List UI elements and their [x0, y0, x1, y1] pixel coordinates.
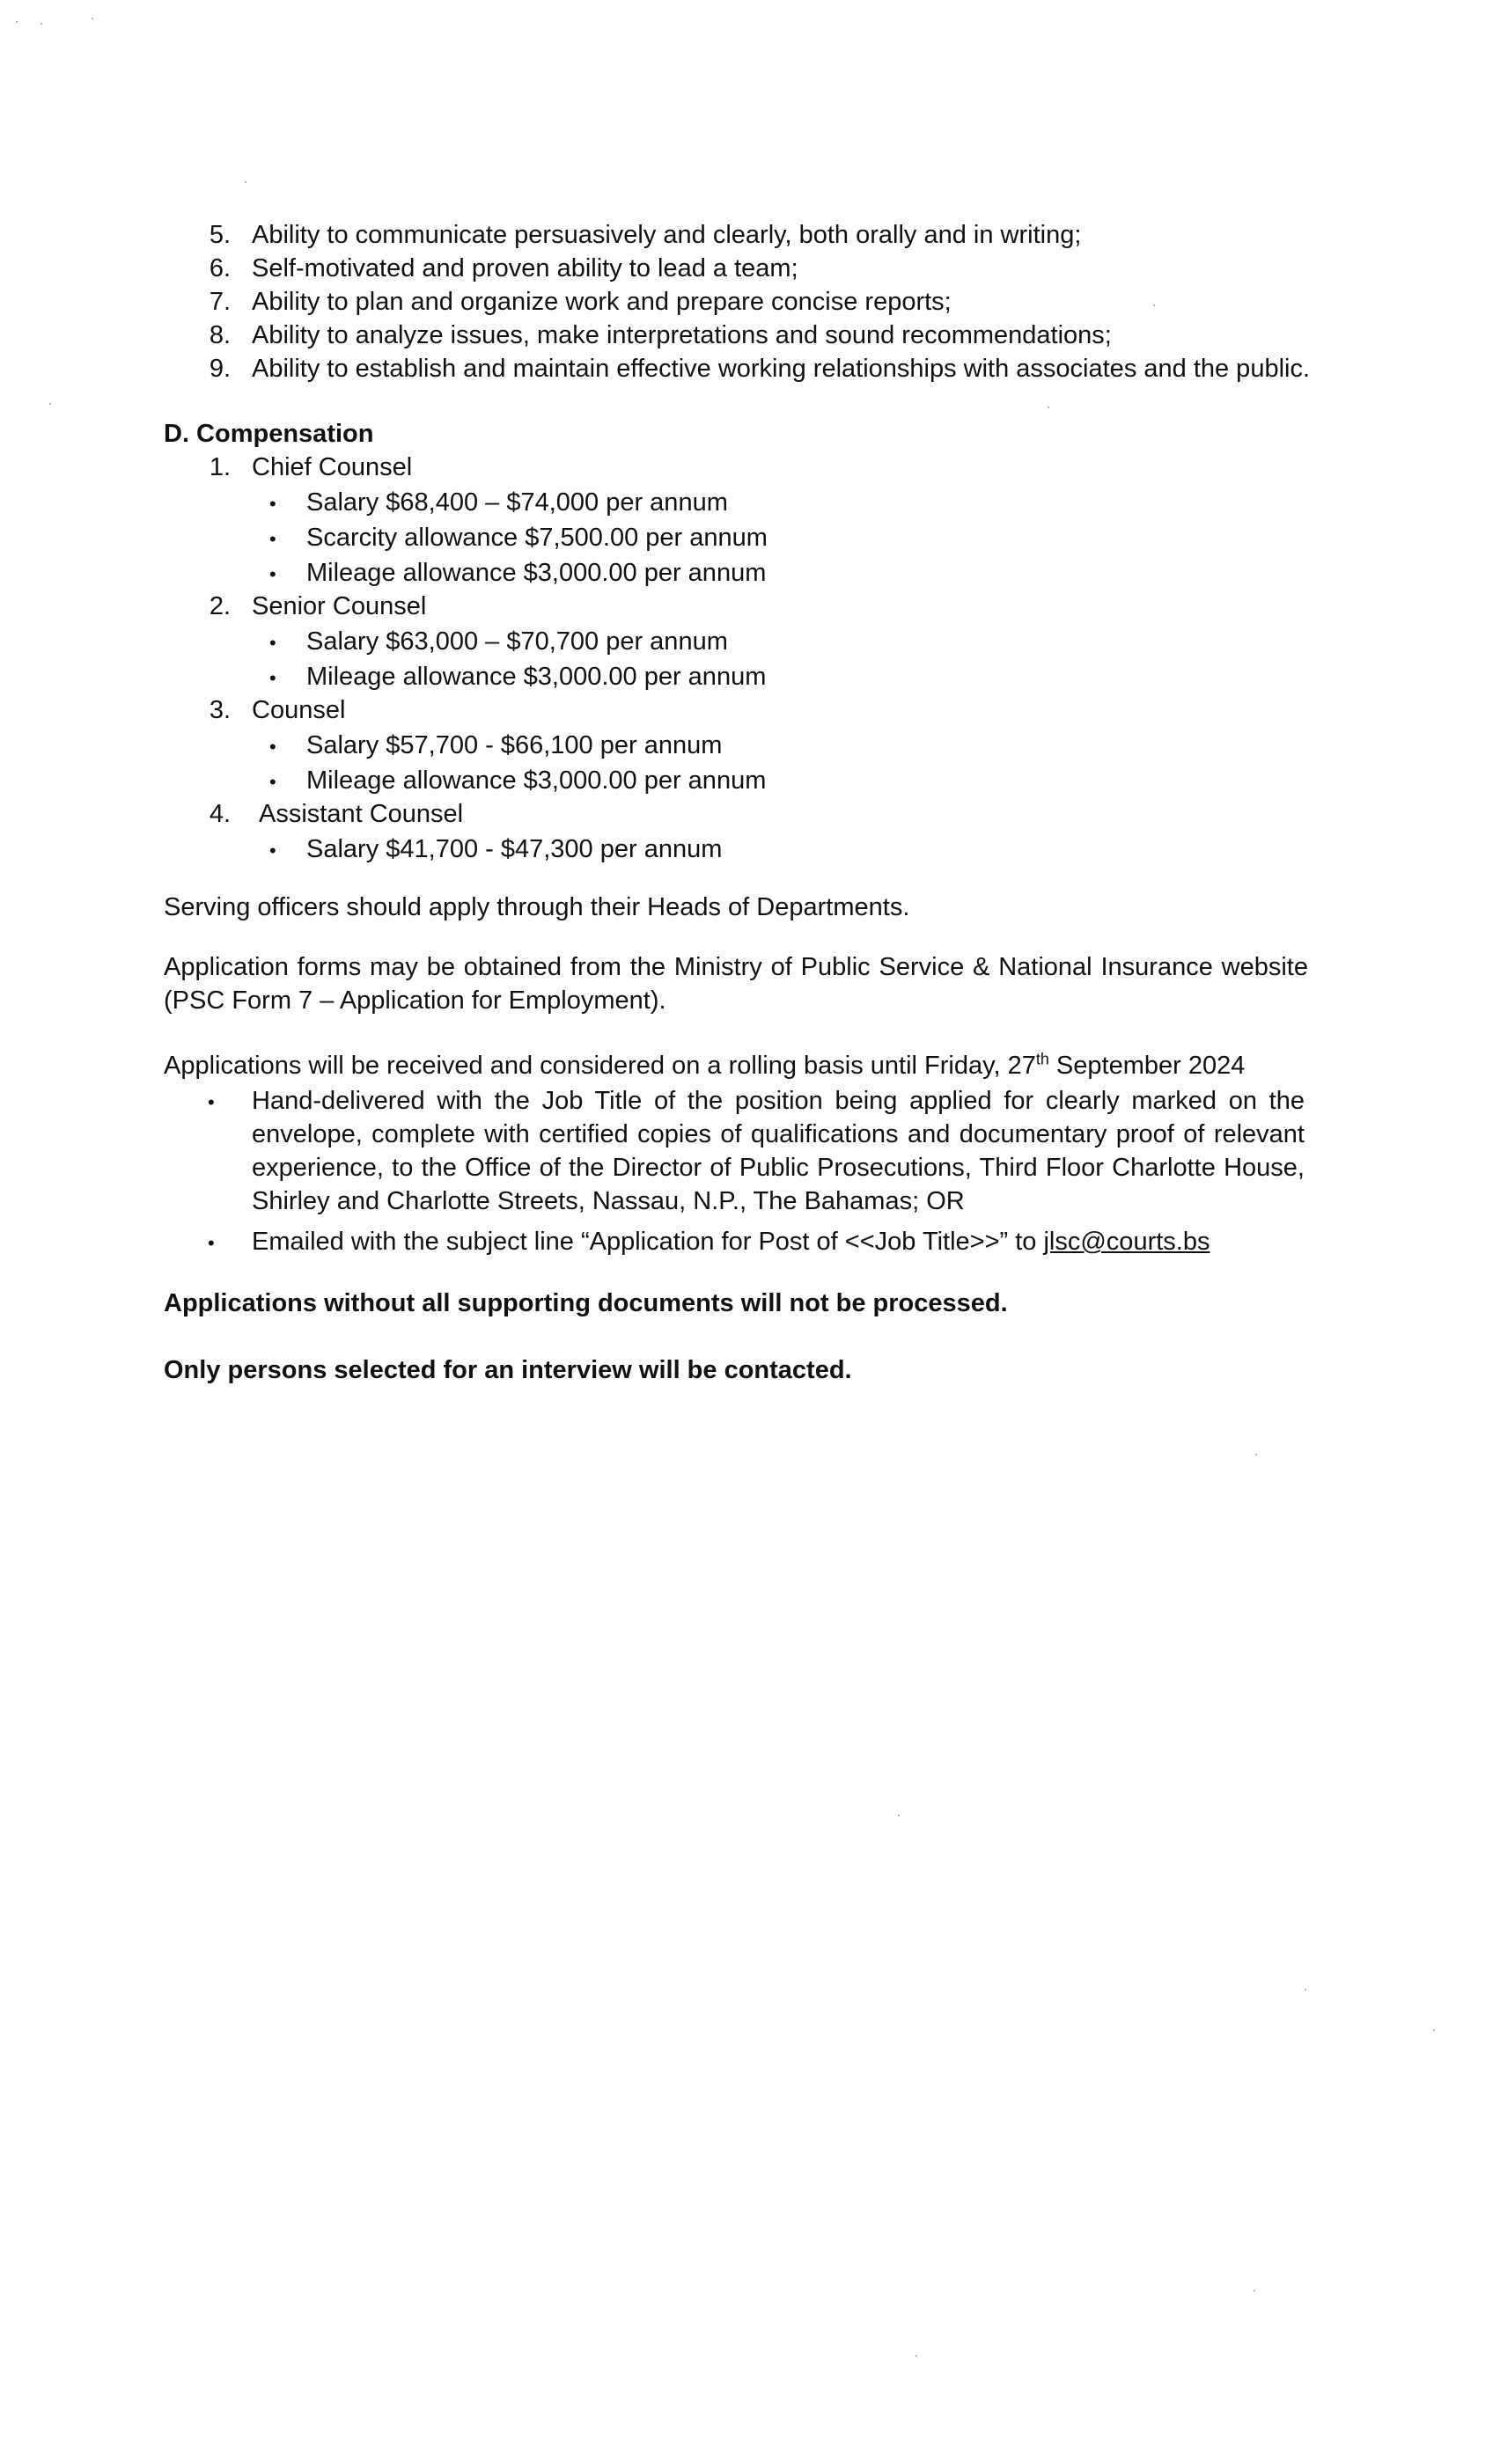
compensation-detail: Salary $57,700 - $66,100 per annum — [306, 731, 723, 759]
bullet-icon: • — [269, 563, 276, 585]
bullet-icon: • — [208, 1091, 215, 1113]
scan-speck — [1305, 1989, 1306, 1991]
position-number: 4. — [209, 800, 231, 828]
applications-intro — [164, 1049, 1245, 1082]
scan-speck — [1254, 2290, 1255, 2292]
compensation-detail: Scarcity allowance $7,500.00 per annum — [306, 524, 768, 552]
notice-interview: Only persons selected for an interview will be contacted. — [164, 1356, 852, 1384]
section-heading: D. Compensation — [164, 420, 374, 448]
scan-speck — [1255, 1454, 1257, 1456]
scan-speck — [915, 2355, 917, 2357]
email-link[interactable]: jlsc@courts.bs — [1043, 1228, 1210, 1256]
applications-intro-text: Applications will be received and considered on a rolling basis until Friday, 27 — [164, 1052, 1036, 1080]
bullet-icon: • — [269, 528, 276, 550]
compensation-detail: Mileage allowance $3,000.00 per annum — [306, 559, 767, 587]
email-instructions-text: Emailed with the subject line “Application for Post of <<Job Title>>” to — [252, 1228, 1044, 1256]
list-item-text: Ability to plan and organize work and prepare concise reports; — [252, 288, 952, 316]
scan-speck — [1048, 407, 1049, 408]
position-title: Assistant Counsel — [259, 800, 464, 828]
scan-speck — [40, 23, 42, 25]
bullet-icon: • — [269, 840, 276, 862]
bullet-icon: • — [269, 493, 276, 515]
compensation-detail: Salary $68,400 – $74,000 per annum — [306, 488, 728, 517]
list-item-text: Ability to analyze issues, make interpretations and sound recommendations; — [252, 321, 1112, 349]
bullet-icon: • — [269, 736, 276, 758]
bullet-icon: • — [269, 771, 276, 793]
bullet-icon: • — [269, 632, 276, 654]
list-number: 6. — [209, 254, 231, 282]
serving-officers-note: Serving officers should apply through their Heads of Departments. — [164, 893, 910, 921]
list-item-text: Self-motivated and proven ability to lead a team; — [252, 254, 798, 282]
scan-speck — [1153, 304, 1155, 306]
bullet-icon: • — [208, 1232, 215, 1254]
list-number: 5. — [209, 221, 231, 249]
compensation-detail: Salary $41,700 - $47,300 per annum — [306, 835, 723, 863]
applications-intro-date: September 2024 — [1048, 1052, 1246, 1080]
date-ordinal: th — [1035, 1050, 1049, 1068]
scan-speck — [1433, 2029, 1435, 2031]
compensation-detail: Mileage allowance $3,000.00 per annum — [306, 663, 767, 691]
list-number: 8. — [209, 321, 231, 349]
bullet-icon: • — [269, 667, 276, 689]
list-item-text: Ability to establish and maintain effective working relationships with associates and the public. — [252, 355, 1311, 383]
scan-speck — [898, 1815, 900, 1816]
scan-speck — [49, 403, 51, 405]
notice-documents: Applications without all supporting documents will not be processed. — [164, 1289, 1008, 1317]
hand-delivered-instructions: Hand-delivered with the Job Title of the position being applied for clearly marked on the envelope, complete with certified copies of qualifications and documentary proof of relevant experience, to the Office of the Director of Public Prosecutions, Third Floor Charlotte House, Shirley and Charlotte Streets, Nassau, N.P., The Bahamas; OR — [252, 1087, 1305, 1215]
application-forms-note: Application forms may be obtained from the Ministry of Public Service & National Insurance website (PSC Form 7 – Application for Employment). — [164, 953, 1308, 1015]
list-number: 7. — [209, 288, 231, 316]
email-instructions — [252, 1225, 1210, 1258]
position-number: 2. — [209, 592, 231, 620]
scan-speck — [245, 181, 246, 183]
list-number: 9. — [209, 355, 231, 383]
position-number: 1. — [209, 453, 231, 481]
compensation-detail: Salary $63,000 – $70,700 per annum — [306, 627, 728, 656]
list-item-text: Ability to communicate persuasively and clearly, both orally and in writing; — [252, 221, 1082, 249]
position-title: Chief Counsel — [252, 453, 413, 481]
position-title: Senior Counsel — [252, 592, 427, 620]
compensation-detail: Mileage allowance $3,000.00 per annum — [306, 766, 767, 795]
position-number: 3. — [209, 696, 231, 724]
position-title: Counsel — [252, 696, 346, 724]
scan-speck — [92, 18, 93, 19]
scan-speck — [16, 21, 18, 23]
